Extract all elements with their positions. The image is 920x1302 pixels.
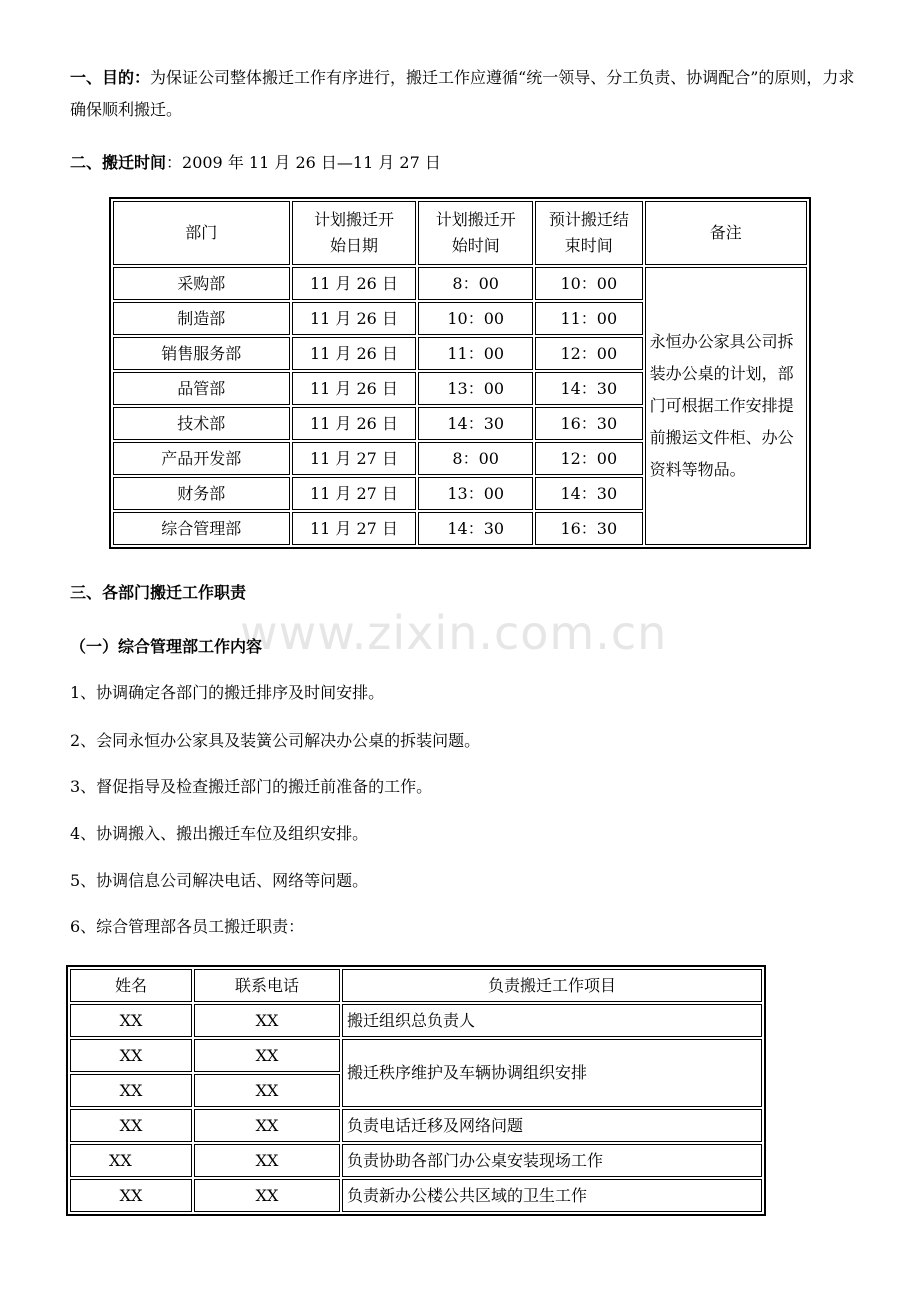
header-start-date-text: 计划搬迁开始日期: [313, 210, 394, 255]
cell-dept: 产品开发部: [113, 442, 290, 475]
duty-item: 5、协调信息公司解决电话、网络等问题。: [70, 871, 369, 890]
cell-dept: 采购部: [113, 267, 290, 300]
staff-row: [70, 1144, 762, 1177]
cell-phone: XX: [194, 1039, 340, 1072]
header-phone: 联系电话: [194, 969, 340, 1002]
cell-phone: XX: [194, 1179, 340, 1212]
header-start-date: [292, 201, 417, 265]
staff-header-row: [70, 969, 762, 1002]
section-time-text: ：2009 年 11 月 26 日—11 月 27 日: [166, 153, 441, 172]
staff-row: [70, 1179, 762, 1212]
cell-end: 14：30: [535, 372, 643, 405]
section-time: [70, 147, 860, 179]
cell-phone: XX: [194, 1074, 340, 1107]
cell-start: 10：00: [418, 302, 533, 335]
cell-duty: 负责协助各部门办公桌安装现场工作: [342, 1144, 762, 1177]
cell-end: 14：30: [535, 477, 643, 510]
cell-date: 11 月 26 日: [292, 407, 417, 440]
cell-date: 11 月 26 日: [292, 302, 417, 335]
cell-start: 8：00: [418, 442, 533, 475]
cell-end: 12：00: [535, 442, 643, 475]
cell-date: 11 月 26 日: [292, 372, 417, 405]
cell-start: 13：00: [418, 477, 533, 510]
duty-item: 6、综合管理部各员工搬迁职责：: [70, 917, 305, 936]
cell-phone: XX: [194, 1109, 340, 1142]
cell-start: 8：00: [418, 267, 533, 300]
cell-duty: 搬迁组织总负责人: [342, 1004, 762, 1037]
duty-item: 2、会同永恒办公家具及装簧公司解决办公桌的拆装问题。: [70, 731, 481, 750]
section-duties-title: 三、各部门搬迁工作职责: [70, 583, 247, 602]
watermark: www.zixin.com.cn: [240, 606, 668, 660]
header-start-time-text: 计划搬迁开始时间: [435, 210, 516, 255]
cell-name: XX: [70, 1039, 192, 1072]
schedule-table: [109, 197, 811, 549]
duty-item: 4、协调搬入、搬出搬迁车位及组织安排。: [70, 824, 369, 843]
section-time-label: 二、搬迁时间: [70, 153, 167, 172]
cell-end: 10：00: [535, 267, 643, 300]
cell-duty: 负责电话迁移及网络问题: [342, 1109, 762, 1142]
cell-phone: XX: [194, 1004, 340, 1037]
schedule-header-row: [113, 201, 807, 265]
cell-start: 11：00: [418, 337, 533, 370]
cell-dept: 销售服务部: [113, 337, 290, 370]
cell-duty: 负责新办公楼公共区域的卫生工作: [342, 1179, 762, 1212]
cell-phone: XX: [194, 1144, 340, 1177]
header-note: 备注: [645, 201, 807, 265]
cell-start: 13：00: [418, 372, 533, 405]
cell-date: 11 月 27 日: [292, 477, 417, 510]
cell-dept: 制造部: [113, 302, 290, 335]
cell-date: 11 月 27 日: [292, 442, 417, 475]
schedule-row: [113, 267, 807, 300]
cell-name: XX: [70, 1004, 192, 1037]
cell-note: 永恒办公家具公司拆装办公桌的计划，部门可根据工作安排提前搬运文件柜、办公资料等物品。: [645, 267, 807, 545]
staff-table: [66, 965, 766, 1216]
section-purpose-text: 为保证公司整体搬迁工作有序进行，搬迁工作应遵循“统一领导、分工负责、协调配合”的原则，力求确保顺利搬迁。: [70, 68, 855, 119]
header-duty: 负责搬迁工作项目: [342, 969, 762, 1002]
cell-name: XX: [70, 1074, 192, 1107]
duty-item: 3、督促指导及检查搬迁部门的搬迁前准备的工作。: [70, 777, 433, 796]
staff-row: [70, 1039, 762, 1072]
section-purpose: [70, 62, 860, 126]
cell-end: 11：00: [535, 302, 643, 335]
header-dept: 部门: [113, 201, 290, 265]
duty-item: 1、协调确定各部门的搬迁排序及时间安排。: [70, 683, 385, 702]
header-start-time: [418, 201, 533, 265]
header-end-time-text: 预计搬迁结束时间: [548, 210, 629, 255]
cell-end: 12：00: [535, 337, 643, 370]
cell-date: 11 月 27 日: [292, 512, 417, 545]
section-purpose-label: 一、目的：: [70, 68, 151, 87]
cell-start: 14：30: [418, 407, 533, 440]
cell-name: XX: [70, 1179, 192, 1212]
staff-row: [70, 1109, 762, 1142]
cell-name: XX: [70, 1144, 192, 1177]
header-name: 姓名: [70, 969, 192, 1002]
subsection-title: （一）综合管理部工作内容: [70, 637, 263, 656]
header-end-time: [535, 201, 643, 265]
cell-dept: 综合管理部: [113, 512, 290, 545]
staff-row: [70, 1004, 762, 1037]
cell-start: 14：30: [418, 512, 533, 545]
cell-end: 16：30: [535, 512, 643, 545]
cell-dept: 财务部: [113, 477, 290, 510]
cell-end: 16：30: [535, 407, 643, 440]
cell-date: 11 月 26 日: [292, 337, 417, 370]
cell-duty: 搬迁秩序维护及车辆协调组织安排: [342, 1039, 762, 1107]
cell-dept: 技术部: [113, 407, 290, 440]
cell-dept: 品管部: [113, 372, 290, 405]
cell-date: 11 月 26 日: [292, 267, 417, 300]
cell-name: XX: [70, 1109, 192, 1142]
